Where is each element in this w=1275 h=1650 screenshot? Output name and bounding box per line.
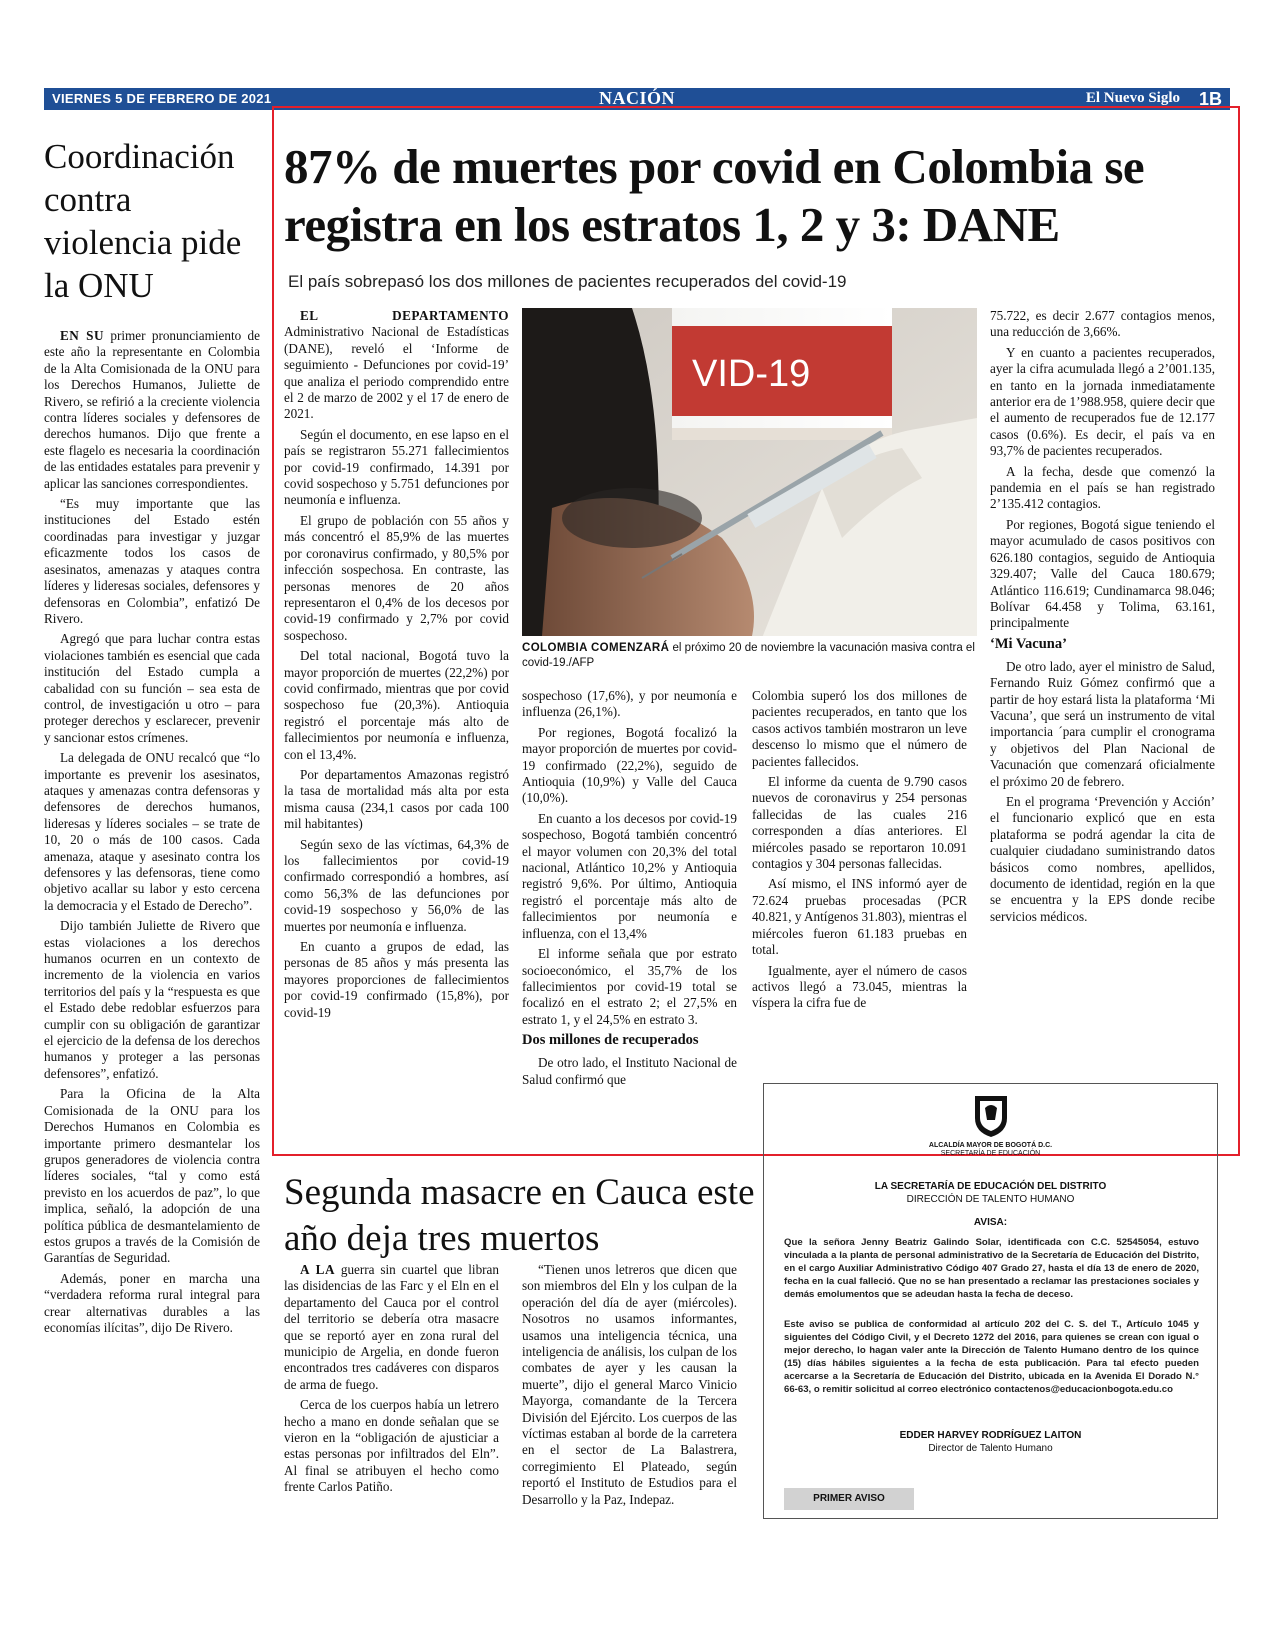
page-header-bar [44, 88, 1230, 110]
photo-caption [522, 641, 977, 671]
ad-paragraph-2: Este aviso se publica de conformidad al artículo 202 del C. S. del T., Artículo 1045 y siguientes del Código Civil, y el Decreto 1272 del 2016, para quienes se crean con igual o mejor derecho, lo hagan valer ante la Dirección de Talento Humano dentro de los quince (15) días hábiles siguientes a la fecha de esta publicación. Para tal efecto pueden acercarse a la Secretaría de Educación del Distrito, ubicada en la Avenida El Dorado N.° 66-63, o remitir solicitud al correo electrónico contactenos@educacionbogota.edu.co [784, 1319, 1199, 1395]
newspaper-name: El Nuevo Siglo [1085, 90, 1180, 106]
vial-label-text: VID-19 [692, 353, 811, 395]
main-paragraph: Colombia superó los dos millones de pacientes recuperados, en tanto que los casos activos también mostraron un leve descenso lo mismo que el número de pacientes fallecidos. [752, 688, 967, 769]
ad-heading-1: LA SECRETARÍA DE EDUCACIÓN DEL DISTRITO [874, 1181, 1107, 1192]
vaccination-photo [522, 308, 977, 636]
page-number: 1B [1198, 89, 1222, 109]
main-paragraph: En cuanto a los decesos por covid-19 sospechoso, Bogotá también concentró el mayor volumen con 20,3% del total nacional, Atlántico 10,2% y Antioquia registró 9,6%. Por último, Antioquia registró el porcentaje más alto de fallecimientos por neumonía e influenza, con el 13,4% [522, 810, 737, 941]
caption-text: el próximo 20 de noviembre la vacunación masiva contra el covid-19./AFP [522, 642, 975, 669]
ad-paragraph-1: Que la señora Jenny Beatriz Galindo Solar, identificada con C.C. 52545054, estuvo vinculada a la planta de personal administrativo de la Secretaría de Educación del Distrito, en el cargo Auxiliar Administrativo Código 407 Grado 27, hasta el día 13 de enero de 2020, fecha en la cual falleció. Que no se han presentado a reclamar las prestaciones sociales y demás emolumentos que se adeudan hasta la fecha de deceso. [784, 1237, 1199, 1300]
side-article-title: Coordinación contra violencia pide la ONU [44, 137, 242, 305]
side-article-paragraph: Dijo también Juliette de Rivero que estas violaciones a los derechos humanos ocurren en un contexto de incremento de la violencia en varios territorios del país y la “respuesta es que el Estado debe redoblar esfuerzos para cumplir con su obligación de garantizar el ejercicio de la defensa de los derechos humanos y proteger a las personas defensores”, enfatizó. [44, 918, 260, 1081]
main-paragraph: 75.722, es decir 2.677 contagios menos, una reducción de 3,66%. [990, 308, 1215, 340]
second-paragraph: “Tienen unos letreros que dicen que son miembros del Eln y los culpan de la operación del día de ayer (miércoles). Nosotros no usamos informantes, usamos una inteligencia técnica, una inteligencia de análisis, los culpan de los combates de ayer y les causan la muerte”, dijo el general Marco Vinicio Mayorga, comandante de la Tercera División del Ejército. Los cuerpos de las víctimas estaban al borde de la carretera en el sector de La Balastrera, corregimiento El Plateado, según reportó el Instituto de Estudios para el Desarrollo y la Paz, Indepaz. [522, 1262, 737, 1507]
main-paragraph: Por regiones, Bogotá focalizó la mayor proporción de muertes por covid-19 confirmado (22,2%), seguido de Antioquia (10,9%) y Valle del Cauca (10,0%). [522, 724, 737, 806]
main-paragraph: Del total nacional, Bogotá tuvo la mayor proporción de muertes (22,2%) por covid confirmado, mientras que por covid sospechoso fue (20,3%). Antioquia registró el porcentaje más alto de fallecimientos por neumonía e influenza, con el 13,4%. [284, 648, 509, 762]
second-paragraph: guerra sin cuartel que libran las disidencias de las Farc y el Eln en el departamento del Cauca por el control del territorio se debería otra masacre que se reportó ayer en zona rural del municipio de Argelia, en donde fueron encontrados tres cadáveres con disparos de arma de fuego. [284, 1262, 500, 1392]
first-notice-badge: PRIMER AVISO [784, 1488, 914, 1510]
second-article-title: Segunda masacre en Cauca este año deja tres muertos [284, 1172, 755, 1259]
main-deck: El país sobrepasó los dos millones de pacientes recuperados del covid-19 [288, 272, 847, 291]
main-paragraph: Según sexo de las víctimas, 64,3% de los fallecimientos por covid-19 confirmado correspondió a hombres, así como 56,3% de las defunciones por covid-19 sospechoso y 56,0% de las muertes por neumonía e influenza. [284, 836, 509, 934]
main-paragraph: El grupo de población con 55 años y más concentró el 85,9% de las muertes por coronavirus confirmado, y 80,5% por infección sospechosa. En contraste, las personas menores de 20 años representaron el 0,4% de los decesos por covid-19 confirmado y 2,7% por covid sospechoso. [284, 512, 509, 643]
main-paragraph: Por regiones, Bogotá sigue teniendo el mayor acumulado de casos positivos con 626.180 contagios, seguido de Antioquia 329.407; Valle del Cauca 180.679; Atlántico 116.619; Cundinamarca 98.046; Bolívar 64.458 y Tolima, 63.161, principalmente [990, 516, 1215, 631]
bogota-crest-icon [971, 1094, 1011, 1138]
side-article-paragraph: primer pronunciamiento de este año la representante en Colombia de la Alta Comisionada de la ONU para los Derechos Humanos, Juliette de Rivero, se refirió a la creciente violencia contra líderes sociales y defensores de derechos humanos. Dijo que frente a este flagelo es necesaria la coordinación de las entidades estatales para prevenir y aplicar las sanciones correspondientes. [44, 328, 260, 491]
caption-lead: COLOMBIA COMENZARÁ [522, 642, 670, 654]
main-paragraph: sospechoso (17,6%), y por neumonía e influenza (26,1%). [522, 688, 737, 720]
side-article-paragraph: Además, poner en marcha una “verdadera reforma rural integral para crear alternativas durables a las economías ilícitas”, dijo De Rivero. [44, 1270, 260, 1335]
main-article-lead: EL DEPARTAMENTO [300, 308, 509, 323]
main-column-1 [284, 308, 509, 1025]
main-paragraph: El informe da cuenta de 9.790 casos nuevos de coronavirus y 254 personas fallecidas de las cuales 216 corresponden a días anteriores. El miércoles pasado se reportaron 10.091 contagios y 304 personas fallecidas. [752, 774, 967, 872]
main-paragraph: En el programa ‘Prevención y Acción’ el funcionario explicó que en esta plataforma se podrá agendar la cita de cualquier ciudadano suministrando datos básicos como nombres, apellidos, documento de identidad, región en la que se encuentra y la EPS donde recibe servicios médicos. [990, 793, 1215, 924]
side-article-paragraph: Agregó que para luchar contra estas violaciones también es esencial que cada institución del Estado cumpla a cabalidad con su función – sea esta de control, de investigación u otro – para proteger derechos y esclarecer, prevenir y sancionar estos crímenes. [44, 631, 260, 745]
side-article-body [44, 328, 260, 1340]
second-article-lead: A LA [300, 1262, 335, 1277]
second-article-column-2 [522, 1262, 737, 1512]
main-column-4 [990, 308, 1215, 929]
main-paragraph: Y en cuanto a pacientes recuperados, ayer la cifra acumulada llegó a 2’001.135, en tanto en la jornada inmediatamente anterior era de 1’988.958, quiere decir que el aumento de recuperados fue de 12.177 casos (0.6%). Es decir, el país va en 93,7% de pacientes recuperados. [990, 344, 1215, 459]
ad-institution-sub: SECRETARÍA DE EDUCACIÓN [940, 1150, 1041, 1157]
main-paragraph: De otro lado, ayer el ministro de Salud, Fernando Ruiz Gómez confirmó que a partir de hoy estará lista la plataforma ‘Mi Vacuna’, que será un instrumento de vital importancia ´para cumplir el cronograma y objetivos del Plan Nacional de Vacunación que comenzará oficialmente el próximo 20 de febrero. [990, 658, 1215, 789]
ad-signer: EDDER HARVEY RODRÍGUEZ LAITON [899, 1430, 1082, 1441]
main-paragraph: Según el documento, en ese lapso en el país se registraron 55.271 fallecimientos por covid-19 confirmado, 14.391 por covid sospechoso y 5.751 defunciones por neumonía e influenza. [284, 426, 509, 508]
section-name: NACIÓN [598, 88, 675, 108]
ad-notice-label: AVISA: [973, 1217, 1008, 1228]
side-article-paragraph: Para la Oficina de la Alta Comisionada de la ONU para los Derechos Humanos en Colombia es importante primero desmantelar los grupos generadores de violencia contra líderes sociales, “tal y como está previsto en los acuerdos de paz”, lo que implica, señaló, la adopción de una política pública de desmantelamiento de estos grupos a través de la Comisión de Garantías de Seguridad. [44, 1086, 260, 1266]
main-paragraph: De otro lado, el Instituto Nacional de Salud confirmó que [522, 1055, 737, 1087]
side-article-paragraph: La delegada de ONU recalcó que “lo importante es prevenir los asesinatos, ataques y amenazas contra defensoras y defensores de derechos humanos, lideresas y líderes sociales – se trate de 10, 20 o más de 100 casos. Cada amenaza, ataque y asesinato contra los defensores y las defensoras, tiene como objetivo acallar su labor y esto cercena la democracia y el Estado de Derecho”. [44, 750, 260, 913]
main-paragraph: Administrativo Nacional de Estadísticas (DANE), reveló el ‘Informe de seguimiento - Defunciones por covid-19’ que analiza el periodo comprendido entre el 2 de marzo de 2002 y el 17 de enero de 2021. [284, 324, 509, 422]
main-column-3 [752, 688, 967, 1016]
second-paragraph: Cerca de los cuerpos había un letrero hecho a mano en donde señalan que se vieron en la “obligación de ajusticiar a estas personas por infiltrados del Eln”. Al final se atribuyen el hecho como frente Carlos Patiño. [284, 1397, 499, 1495]
main-paragraph: A la fecha, desde que comenzó la pandemia en el país se han registrado 2’135.412 contagios. [990, 463, 1215, 512]
side-article-lead: EN SU [60, 328, 105, 343]
subhead-mi-vacuna: ‘Mi Vacuna’ [990, 635, 1067, 652]
ad-heading-2: DIRECCIÓN DE TALENTO HUMANO [906, 1194, 1075, 1205]
main-column-2 [522, 688, 737, 1092]
side-article-paragraph: “Es muy importante que las instituciones del Estado estén coordinadas para investigar y juzgar eficazmente todos los casos de asesinatos, amenazas y ataques contra líderes y lideresas sociales, defensores y defensoras en Colombia”, enfatizó De Rivero. [44, 496, 260, 626]
vaccination-photo-illustration [522, 308, 977, 636]
main-paragraph: El informe señala que por estrato socioeconómico, el 35,7% de los fallecimientos por covid-19 total se focalizó en el estrato 2; el 27,5% en estrato 1, y el 24,5% en estrato 3. [522, 946, 737, 1027]
main-paragraph: Igualmente, ayer el número de casos activos llegó a 73.045, mientras la víspera la cifra fue de [752, 962, 967, 1011]
public-notice-ad [763, 1083, 1218, 1519]
main-paragraph: En cuanto a grupos de edad, las personas de 85 años y más presenta las mayores proporciones de fallecimientos por covid-19 confirmado (15,8%), por covid-19 [284, 939, 509, 1020]
issue-date: VIERNES 5 DE FEBRERO DE 2021 [52, 91, 272, 106]
main-paragraph: Por departamentos Amazonas registró la tasa de mortalidad más alta por esta misma causa (234,1 casos por cada 100 mil habitantes) [284, 766, 509, 832]
ad-signer-title: Director de Talento Humano [928, 1443, 1053, 1454]
main-headline: 87% de muertes por covid en Colombia se registra en los estratos 1, 2 y 3: DANE [284, 139, 1145, 252]
second-article-column-1 [284, 1262, 499, 1500]
main-paragraph: Así mismo, el INS informó ayer de 72.624 pruebas procesadas (PCR 40.821, y Antígenos 31.803), mientras el miércoles fueron 61.183 pruebas en total. [752, 876, 968, 958]
ad-institution-name: ALCALDÍA MAYOR DE BOGOTÁ D.C. [928, 1142, 1053, 1149]
subhead-recuperados: Dos millones de recuperados [522, 1032, 699, 1049]
ad-institution [764, 1142, 1217, 1158]
